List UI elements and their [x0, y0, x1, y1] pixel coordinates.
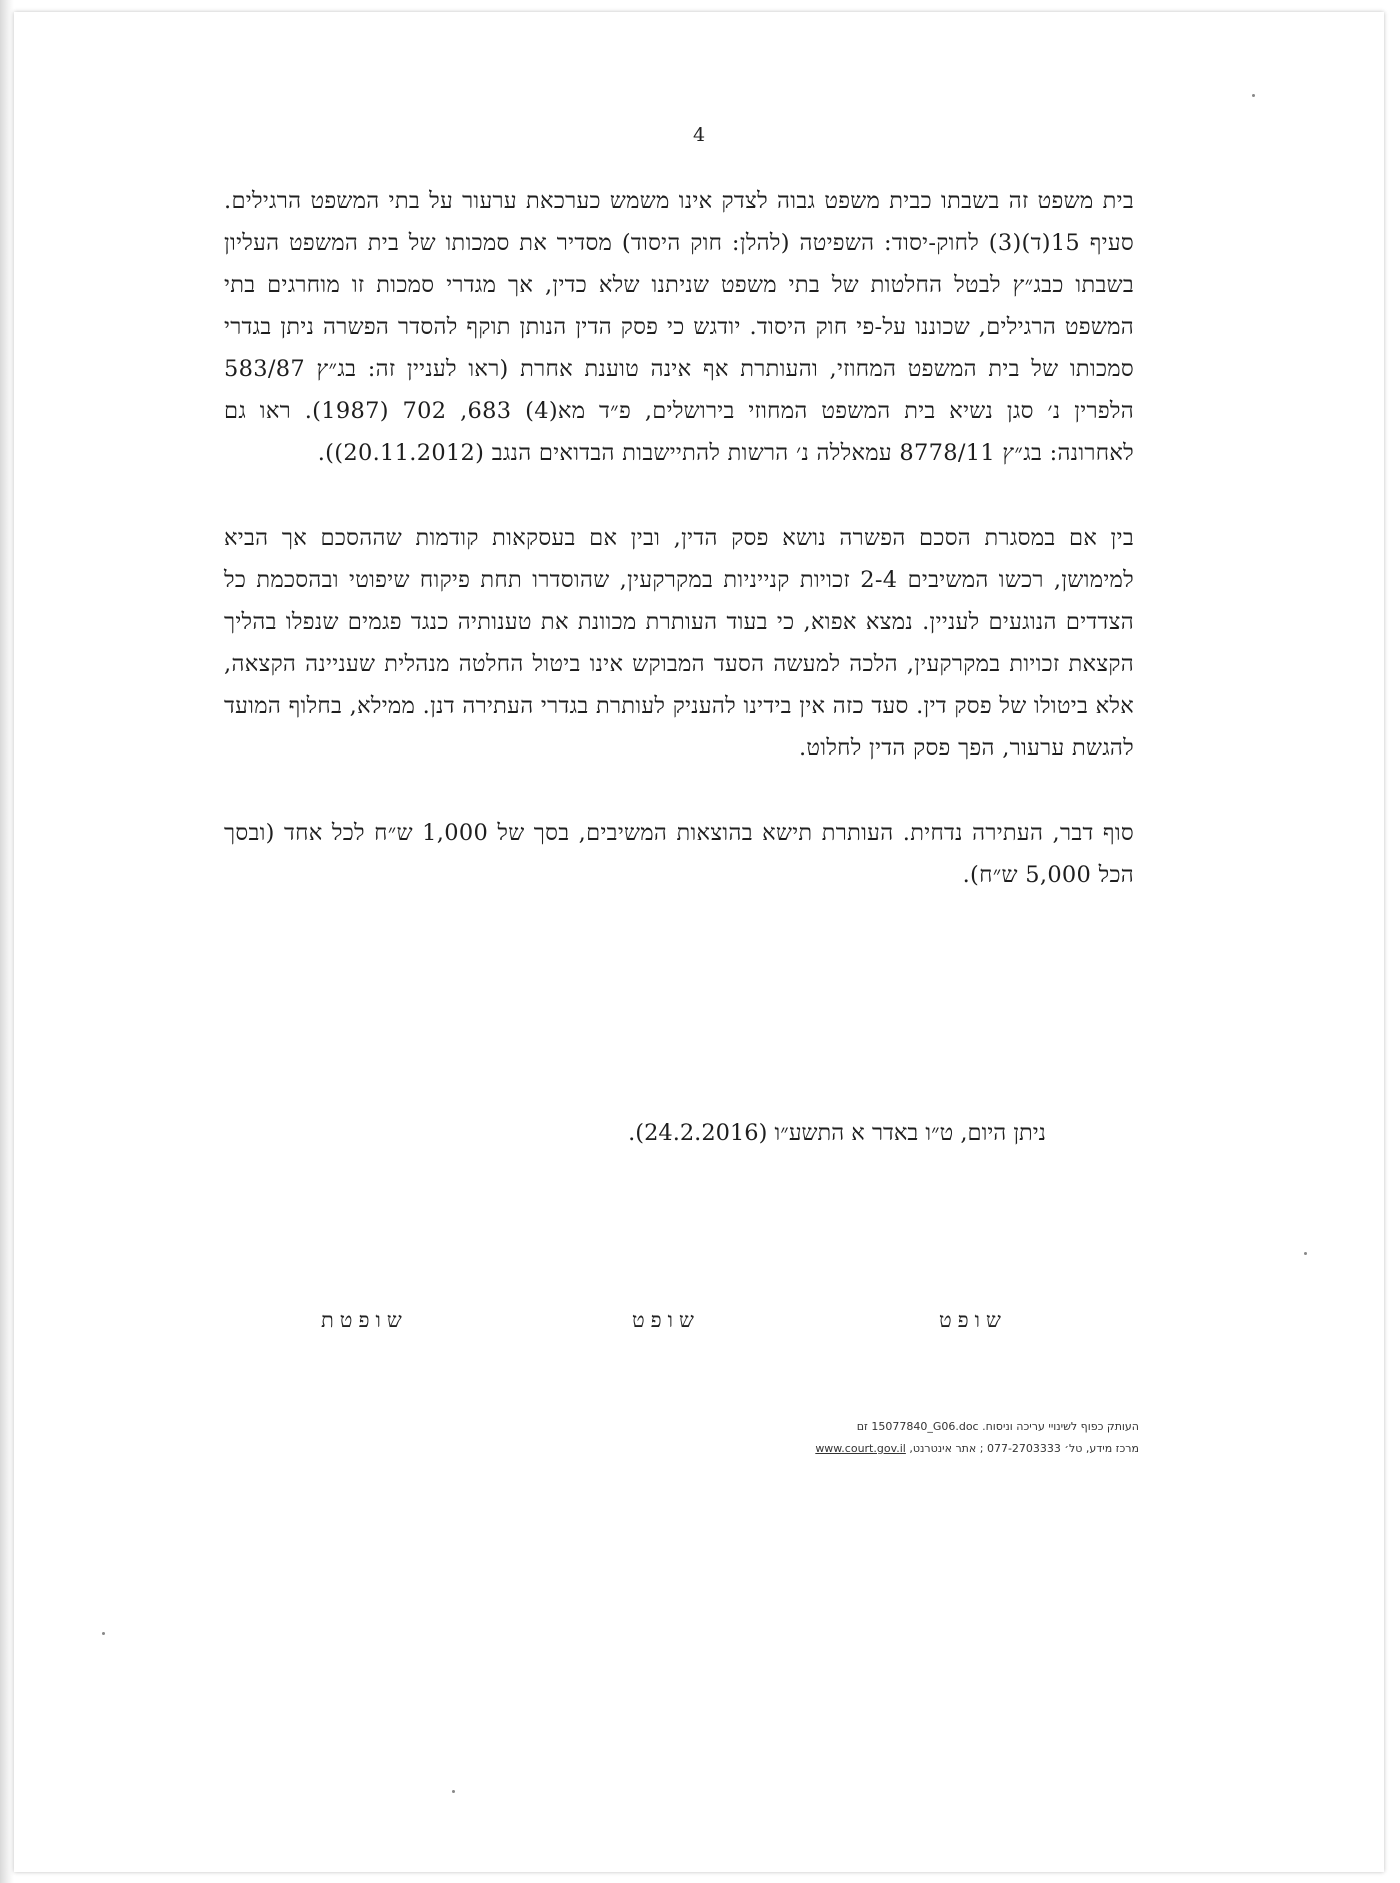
signature-judge-2: שופט	[632, 1308, 700, 1332]
paragraph-conclusion: סוף דבר, העתירה נדחית. העותרת תישא בהוצאות המשיבים, בסך של 1,000 ש״ח לכל אחד (ובסך הכל 5,000 ש״ח).	[224, 820, 1135, 888]
scan-speck	[452, 1790, 455, 1793]
scan-speck	[102, 1632, 105, 1635]
signature-judge-1: שופט	[939, 1308, 1007, 1332]
document-footer	[704, 1416, 1139, 1460]
footer-contact: מרכז מידע, טל׳ 077-2703333 ; אתר אינטרנט,	[909, 1442, 1139, 1455]
footer-line-2	[704, 1438, 1139, 1460]
document-page	[14, 12, 1384, 1872]
footer-note: העותק כפוף לשינויי עריכה וניסוח.	[982, 1420, 1139, 1433]
date-line: ניתן היום, ט״ו באדר א התשע״ו (24.2.2016).	[628, 1120, 1046, 1146]
scan-speck	[1252, 94, 1255, 97]
paragraph-jurisdiction: בית משפט זה בשבתו כבית משפט גבוה לצדק אינו משמש כערכאת ערעור על בתי המשפט הרגילים. סעיף 15(ד)(3) לחוק-יסוד: השפיטה (להלן: חוק היסוד) מסדיר את סמכותו של בית המשפט העליון בשבתו כבג״ץ לבטל החלטות של בתי משפט שניתנו שלא כדין, אך מגדרי סמכות זו מוחרגים בתי המשפט הרגילים, שכוננו על-פי חוק היסוד. יודגש כי פסק הדין הנותן תוקף להסדר הפשרה ניתן בגדרי סמכותו של בית המשפט המחוזי, והעותרת אף אינה טוענת אחרת (ראו לעניין זה: בג״ץ 583/87 הלפרין נ׳ סגן נשיא בית המשפט המחוזי בירושלים, פ״ד מא(4) 683, 702 (1987). ראו גם לאחרונה: בג״ץ 8778/11 עמאללה נ׳ הרשות להתיישבות הבדואים הנגב (20.11.2012)).	[224, 188, 1134, 466]
scan-speck	[1304, 1252, 1307, 1255]
paragraph-property-rights: בין אם במסגרת הסכם הפשרה נושא פסק הדין, ובין אם בעסקאות קודמות שההסכם אך הביא למימושן, רכשו המשיבים 2-4 זכויות קנייניות במקרקעין, שהוסדרו תחת פיקוח שיפוטי ובהסכמת כל הצדדים הנוגעים לעניין. נמצא אפוא, כי בעוד העותרת מכוונת את טענותיה כנגד פגמים שנפלו בהליך הקצאת זכויות במקרקעין, הלכה למעשה הסעד המבוקש אינו ביטול החלטה מנהלית שעניינה הקצאה, אלא ביטולו של פסק דין. סעד כזה אין בידינו להעניק לעותרת בגדרי העתירה דנן. ממילא, בחלוף המועד להגשת ערעור, הפך פסק הדין לחלוט.	[224, 525, 1135, 761]
footer-filename: 15077840_G06.doc	[871, 1420, 979, 1433]
page-number: 4	[692, 124, 706, 146]
footer-website-link[interactable]: www.court.gov.il	[815, 1442, 906, 1455]
footer-line-1	[704, 1416, 1139, 1438]
signature-judge-3: שופטת	[321, 1308, 408, 1332]
footer-code: זם	[856, 1420, 868, 1433]
judgment-body	[224, 180, 1134, 939]
